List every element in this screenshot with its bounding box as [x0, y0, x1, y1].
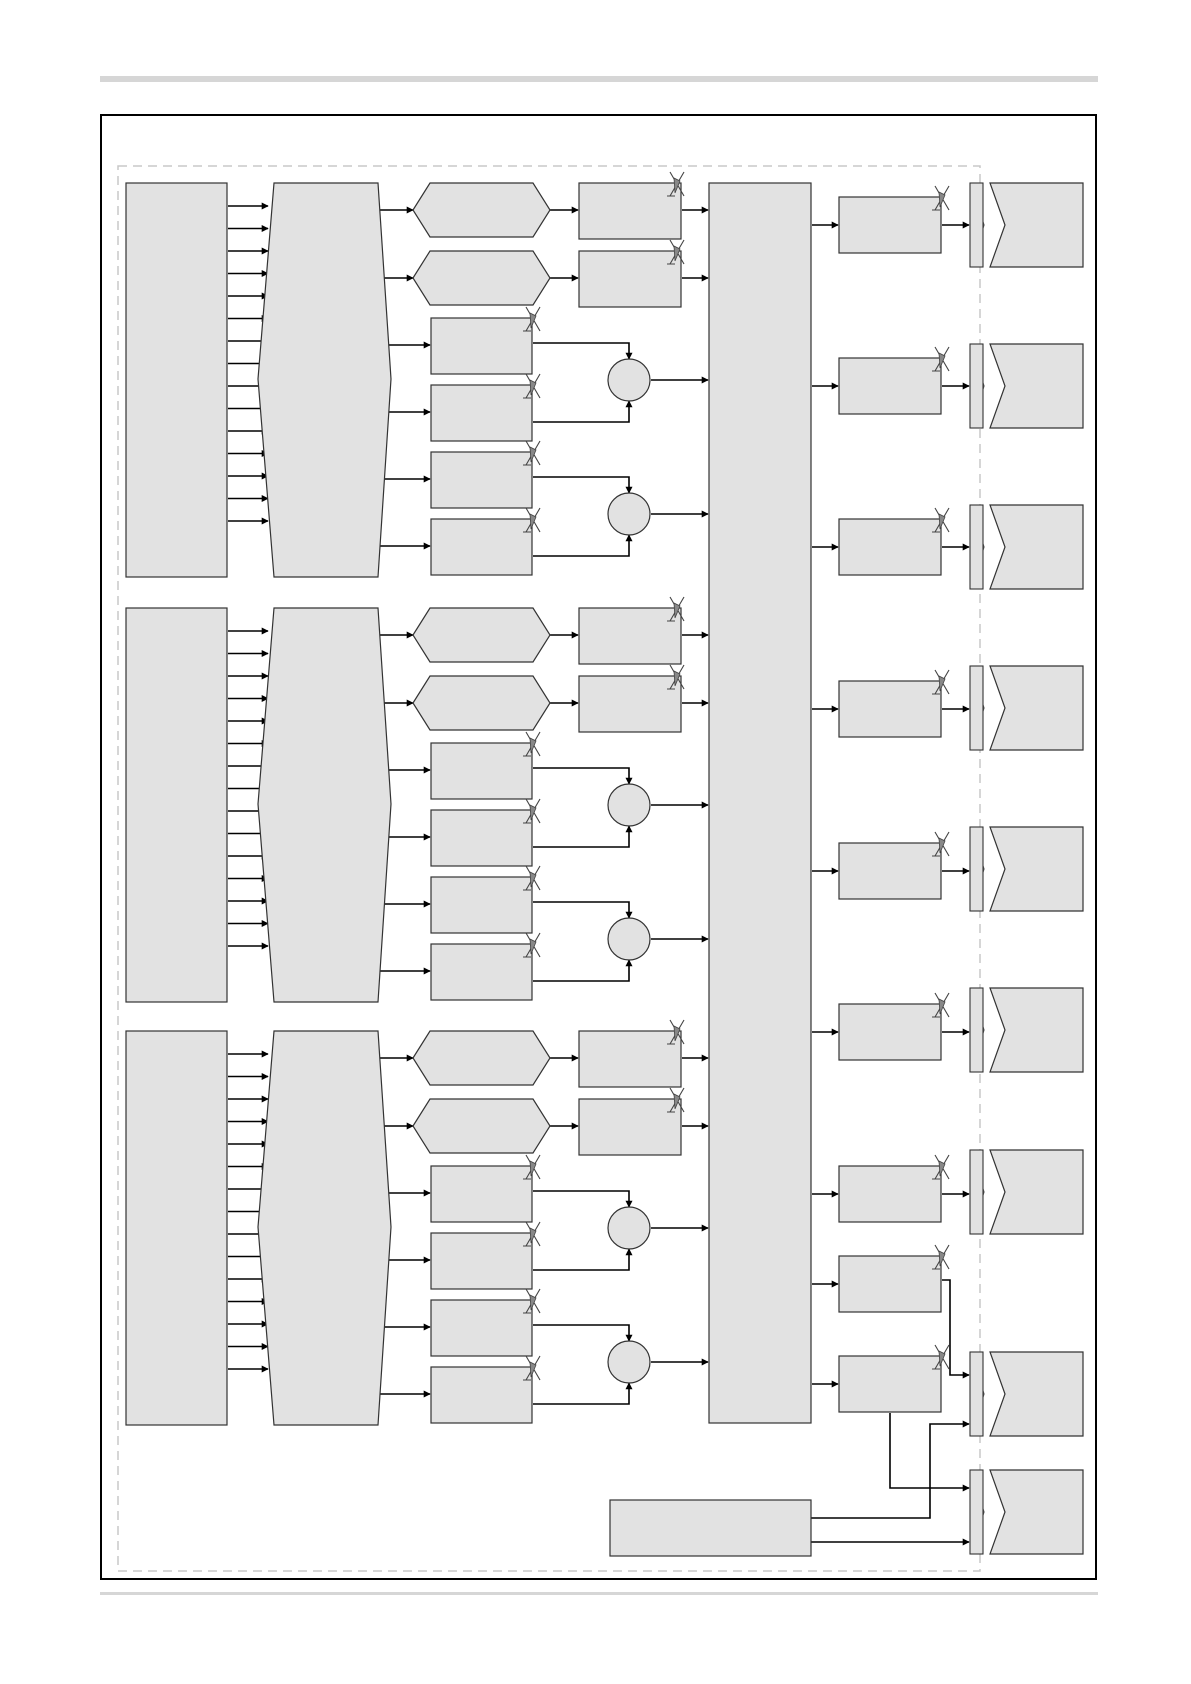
trim-tab: [939, 514, 945, 529]
channel-block: [431, 877, 532, 933]
summing-node: [608, 359, 650, 401]
output-driver-block: [839, 519, 941, 575]
trim-tab: [530, 447, 536, 462]
channel-block: [431, 318, 532, 374]
trim-tab: [530, 380, 536, 395]
trim-tab: [530, 313, 536, 328]
output-connector: [990, 666, 1083, 750]
mux-block: [258, 1031, 391, 1425]
sum-input-wire: [533, 535, 629, 556]
sum-input-wire: [533, 343, 629, 359]
trim-tab: [939, 838, 945, 853]
output-connector: [990, 344, 1083, 428]
trim-tab: [530, 1295, 536, 1310]
connector-flange: [970, 1150, 983, 1234]
trim-tab: [530, 1228, 536, 1243]
trim-tab: [530, 738, 536, 753]
channel-block: [431, 944, 532, 1000]
trim-tab: [939, 676, 945, 691]
connector-flange: [970, 666, 983, 750]
source-block: [126, 183, 227, 577]
sum-input-wire: [533, 1191, 629, 1207]
connector-flange: [970, 183, 983, 267]
summing-node: [608, 918, 650, 960]
shaping-block: [413, 183, 550, 237]
trim-tab: [939, 353, 945, 368]
output-connector: [990, 183, 1083, 267]
source-block: [126, 608, 227, 1002]
driver-block: [579, 676, 681, 732]
trim-tab: [530, 1161, 536, 1176]
mux-block: [258, 608, 391, 1002]
output-connector: [990, 827, 1083, 911]
channel-block: [431, 385, 532, 441]
sum-input-wire: [533, 768, 629, 784]
routed-wire: [942, 1280, 969, 1375]
connector-flange: [970, 988, 983, 1072]
summing-node: [608, 493, 650, 535]
channel-block: [431, 1367, 532, 1423]
channel-block: [431, 519, 532, 575]
connector-flange: [970, 505, 983, 589]
output-connector: [990, 1352, 1083, 1436]
trim-tab: [530, 872, 536, 887]
channel-block: [431, 743, 532, 799]
driver-block: [579, 1031, 681, 1087]
output-driver-block: [839, 1356, 941, 1412]
sum-input-wire: [533, 902, 629, 918]
channel-block: [431, 1300, 532, 1356]
channel-block: [431, 810, 532, 866]
channel-block: [431, 452, 532, 508]
output-driver-block: [839, 1004, 941, 1060]
sum-input-wire: [533, 960, 629, 981]
driver-block: [579, 183, 681, 239]
driver-block: [579, 608, 681, 664]
output-connector: [990, 988, 1083, 1072]
channel-block: [431, 1166, 532, 1222]
source-block: [126, 1031, 227, 1425]
sum-input-wire: [533, 826, 629, 847]
trim-tab: [530, 805, 536, 820]
connector-flange: [970, 1352, 983, 1436]
trim-tab: [939, 999, 945, 1014]
shaping-block: [413, 676, 550, 730]
sum-input-wire: [533, 1383, 629, 1404]
driver-block: [579, 1099, 681, 1155]
trim-tab: [939, 1251, 945, 1266]
blocks: [126, 183, 1083, 1556]
connector-flange: [970, 344, 983, 428]
output-driver-block: [839, 358, 941, 414]
shaping-block: [413, 608, 550, 662]
sum-input-wire: [533, 1325, 629, 1341]
matrix-block: [709, 183, 811, 1423]
output-connector: [990, 505, 1083, 589]
trim-tab: [530, 1362, 536, 1377]
summing-node: [608, 784, 650, 826]
output-connector: [990, 1150, 1083, 1234]
auxiliary-block: [610, 1500, 811, 1556]
shaping-block: [413, 1031, 550, 1085]
shaping-block: [413, 251, 550, 305]
trim-tab: [530, 514, 536, 529]
trim-tab: [939, 1161, 945, 1176]
output-driver-block: [839, 843, 941, 899]
output-connector: [990, 1470, 1083, 1554]
connector-flange: [970, 1470, 983, 1554]
mux-block: [258, 183, 391, 577]
output-driver-block: [839, 1166, 941, 1222]
output-driver-block: [839, 197, 941, 253]
trim-tab: [939, 1351, 945, 1366]
summing-node: [608, 1207, 650, 1249]
sum-input-wire: [533, 477, 629, 493]
connector-flange: [970, 827, 983, 911]
output-driver-block: [839, 681, 941, 737]
shaping-block: [413, 1099, 550, 1153]
sum-input-wire: [533, 401, 629, 422]
sum-input-wire: [533, 1249, 629, 1270]
output-driver-block: [839, 1256, 941, 1312]
summing-node: [608, 1341, 650, 1383]
trim-tab: [939, 192, 945, 207]
trim-tab: [530, 939, 536, 954]
channel-block: [431, 1233, 532, 1289]
driver-block: [579, 251, 681, 307]
